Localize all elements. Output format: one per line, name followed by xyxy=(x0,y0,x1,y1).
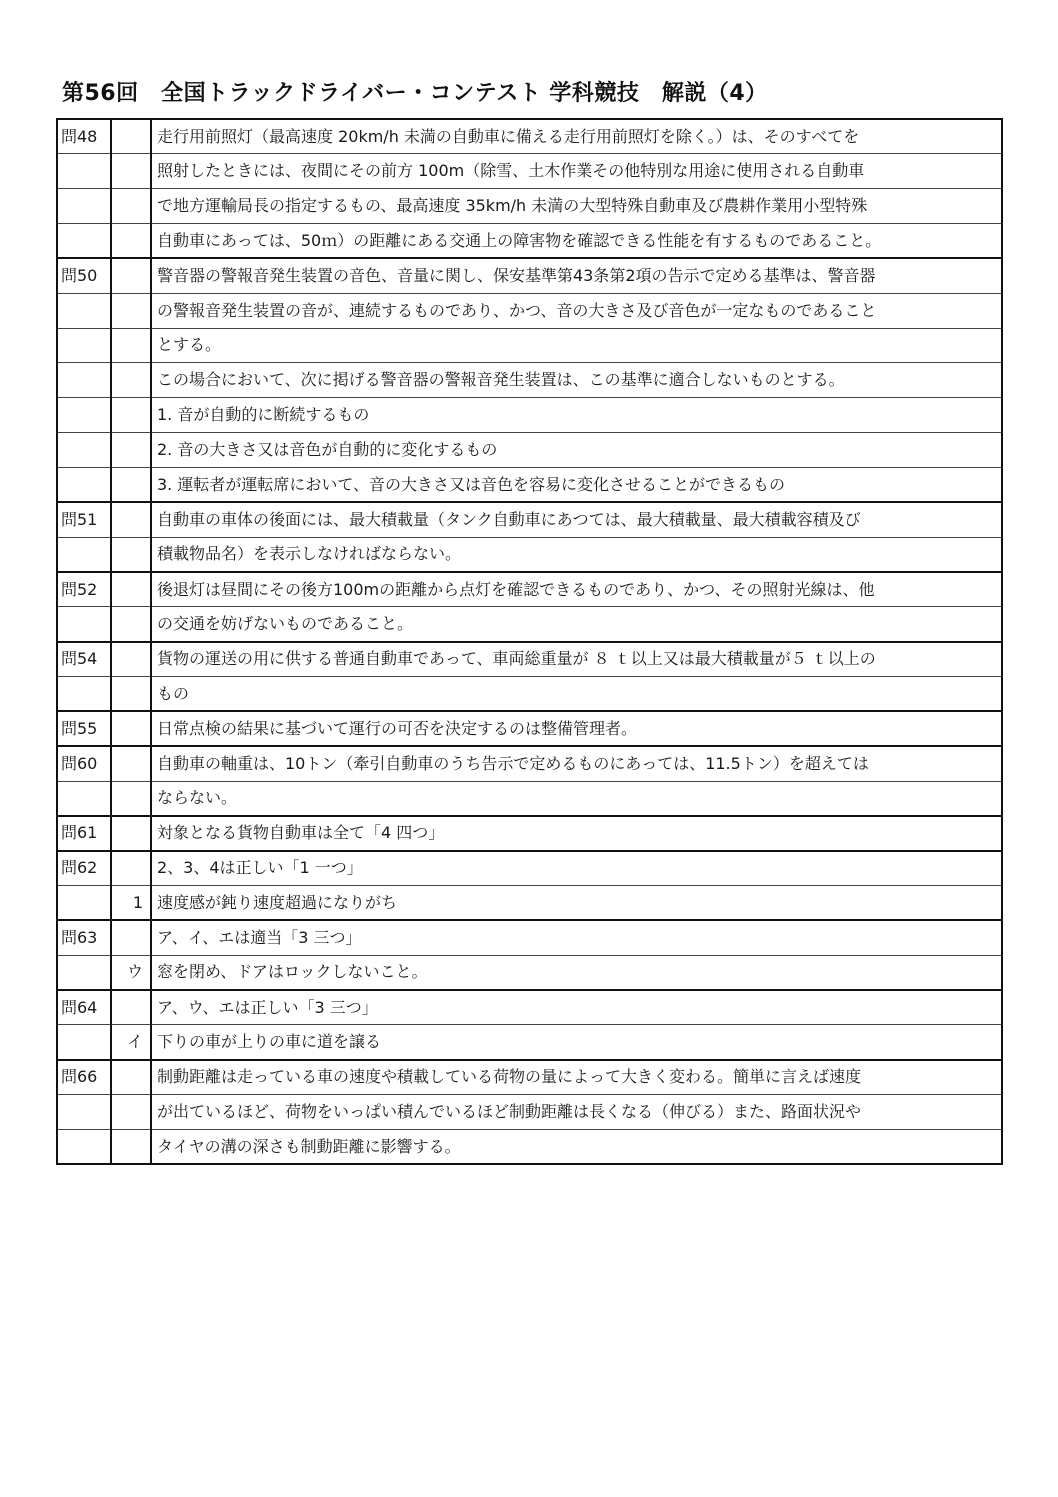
question-number-cell: 問54 xyxy=(57,642,111,677)
question-number-cell xyxy=(57,677,111,712)
sub-item-cell xyxy=(111,537,151,572)
explanation-text-cell: 自動車にあっては、50ｍ）の距離にある交通上の障害物を確認できる性能を有するものであること。 xyxy=(151,224,1002,259)
explanation-text-cell: が出ているほど、荷物をいっぱい積んでいるほど制動距離は長くなる（伸びる）また、路面状況や xyxy=(151,1095,1002,1130)
table-row xyxy=(57,781,1002,816)
sub-item-cell xyxy=(111,293,151,328)
sub-item-cell xyxy=(111,467,151,502)
table-row xyxy=(57,572,1002,607)
explanation-text-cell: 速度感が鈍り速度超過になりがち xyxy=(151,886,1002,921)
question-number-cell: 問55 xyxy=(57,711,111,746)
table-row xyxy=(57,1095,1002,1130)
sub-item-cell xyxy=(111,258,151,293)
question-number-cell xyxy=(57,224,111,259)
question-number-cell: 問66 xyxy=(57,1060,111,1095)
explanation-text-cell: の警報音発生装置の音が、連続するものであり、かつ、音の大きさ及び音色が一定なものであること xyxy=(151,293,1002,328)
explanation-text-cell: 1. 音が自動的に断続するもの xyxy=(151,398,1002,433)
question-number-cell: 問52 xyxy=(57,572,111,607)
question-number-cell xyxy=(57,467,111,502)
explanation-text-cell: ア、ウ、エは正しい「3 三つ」 xyxy=(151,990,1002,1025)
sub-item-cell xyxy=(111,398,151,433)
table-row xyxy=(57,537,1002,572)
explanation-text-cell: もの xyxy=(151,677,1002,712)
question-number-cell: 問61 xyxy=(57,816,111,851)
explanation-text-cell: 後退灯は昼間にその後方100mの距離から点灯を確認できるものであり、かつ、その照射光線は、他 xyxy=(151,572,1002,607)
explanation-text-cell: タイヤの溝の深さも制動距離に影響する。 xyxy=(151,1129,1002,1164)
table-body xyxy=(57,119,1002,1164)
question-number-cell xyxy=(57,154,111,189)
sub-item-cell xyxy=(111,781,151,816)
table-row xyxy=(57,224,1002,259)
explanation-text-cell: 日常点検の結果に基づいて運行の可否を決定するのは整備管理者。 xyxy=(151,711,1002,746)
question-number-cell xyxy=(57,607,111,642)
explanation-text-cell: 下りの車が上りの車に道を譲る xyxy=(151,1025,1002,1060)
explanation-text-cell: 自動車の軸重は、10トン（牽引自動車のうち告示で定めるものにあっては、11.5トン）を超えては xyxy=(151,746,1002,781)
table-row xyxy=(57,746,1002,781)
table-row xyxy=(57,189,1002,224)
explanation-text-cell: この場合において、次に掲げる警音器の警報音発生装置は、この基準に適合しないものとする。 xyxy=(151,363,1002,398)
question-number-cell xyxy=(57,433,111,468)
table-row xyxy=(57,1129,1002,1164)
question-number-cell xyxy=(57,1025,111,1060)
question-number-cell xyxy=(57,781,111,816)
table-row xyxy=(57,1025,1002,1060)
explanation-text-cell: ア、イ、エは適当「3 三つ」 xyxy=(151,920,1002,955)
sub-item-cell xyxy=(111,607,151,642)
question-number-cell: 問62 xyxy=(57,851,111,886)
table-row xyxy=(57,851,1002,886)
explanation-text-cell: の交通を妨げないものであること。 xyxy=(151,607,1002,642)
question-number-cell: 問51 xyxy=(57,502,111,537)
question-number-cell: 問64 xyxy=(57,990,111,1025)
question-number-cell: 問48 xyxy=(57,119,111,154)
question-number-cell xyxy=(57,189,111,224)
question-number-cell xyxy=(57,537,111,572)
sub-item-cell xyxy=(111,189,151,224)
table-row xyxy=(57,467,1002,502)
table-row xyxy=(57,328,1002,363)
explanation-text-cell: で地方運輸局長の指定するもの、最高速度 35km/h 未満の大型特殊自動車及び農耕作業用小型特殊 xyxy=(151,189,1002,224)
sub-item-cell xyxy=(111,711,151,746)
explanation-text-cell: 警音器の警報音発生装置の音色、音量に関し、保安基準第43条第2項の告示で定める基準は、警音器 xyxy=(151,258,1002,293)
question-number-cell: 問60 xyxy=(57,746,111,781)
sub-item-cell xyxy=(111,1129,151,1164)
sub-item-cell xyxy=(111,224,151,259)
sub-item-cell xyxy=(111,119,151,154)
sub-item-cell xyxy=(111,746,151,781)
question-number-cell: 問63 xyxy=(57,920,111,955)
table-row xyxy=(57,119,1002,154)
sub-item-cell xyxy=(111,154,151,189)
question-number-cell xyxy=(57,1129,111,1164)
question-number-cell xyxy=(57,363,111,398)
table-row xyxy=(57,258,1002,293)
question-number-cell xyxy=(57,886,111,921)
sub-item-cell xyxy=(111,990,151,1025)
table-row xyxy=(57,955,1002,990)
explanation-text-cell: 3. 運転者が運転席において、音の大きさ又は音色を容易に変化させることができるもの xyxy=(151,467,1002,502)
table-row xyxy=(57,154,1002,189)
answer-explanation-table xyxy=(56,118,1003,1165)
table-row xyxy=(57,363,1002,398)
sub-item-cell xyxy=(111,920,151,955)
sub-item-cell xyxy=(111,363,151,398)
table-row xyxy=(57,607,1002,642)
sub-item-cell xyxy=(111,851,151,886)
sub-item-cell xyxy=(111,572,151,607)
table-row xyxy=(57,433,1002,468)
explanation-text-cell: 窓を閉め、ドアはロックしないこと。 xyxy=(151,955,1002,990)
sub-item-cell xyxy=(111,642,151,677)
question-number-cell: 問50 xyxy=(57,258,111,293)
question-number-cell xyxy=(57,293,111,328)
table-row xyxy=(57,1060,1002,1095)
table-row xyxy=(57,816,1002,851)
table-row xyxy=(57,990,1002,1025)
question-number-cell xyxy=(57,1095,111,1130)
sub-item-cell xyxy=(111,1060,151,1095)
explanation-text-cell: 2. 音の大きさ又は音色が自動的に変化するもの xyxy=(151,433,1002,468)
explanation-text-cell: 積載物品名）を表示しなければならない。 xyxy=(151,537,1002,572)
table-row xyxy=(57,711,1002,746)
table-row xyxy=(57,886,1002,921)
table-row xyxy=(57,642,1002,677)
sub-item-cell xyxy=(111,816,151,851)
sub-item-cell xyxy=(111,502,151,537)
explanation-text-cell: 対象となる貨物自動車は全て「4 四つ」 xyxy=(151,816,1002,851)
table-row xyxy=(57,677,1002,712)
question-number-cell xyxy=(57,398,111,433)
sub-item-cell xyxy=(111,1095,151,1130)
explanation-text-cell: 走行用前照灯（最高速度 20km/h 未満の自動車に備える走行用前照灯を除く。）は、そのすべてを xyxy=(151,119,1002,154)
sub-item-cell: ウ xyxy=(111,955,151,990)
explanation-text-cell: 制動距離は走っている車の速度や積載している荷物の量によって大きく変わる。簡単に言えば速度 xyxy=(151,1060,1002,1095)
question-number-cell xyxy=(57,328,111,363)
explanation-text-cell: ならない。 xyxy=(151,781,1002,816)
explanation-text-cell: 貨物の運送の用に供する普通自動車であって、車両総重量が ８ ｔ以上又は最大積載量が５ ｔ以上の xyxy=(151,642,1002,677)
sub-item-cell: 1 xyxy=(111,886,151,921)
explanation-text-cell: 自動車の車体の後面には、最大積載量（タンク自動車にあつては、最大積載量、最大積載容積及び xyxy=(151,502,1002,537)
explanation-text-cell: 照射したときには、夜間にその前方 100m（除雪、土木作業その他特別な用途に使用される自動車 xyxy=(151,154,1002,189)
sub-item-cell xyxy=(111,677,151,712)
table-row xyxy=(57,502,1002,537)
sub-item-cell xyxy=(111,328,151,363)
sub-item-cell: イ xyxy=(111,1025,151,1060)
table-row xyxy=(57,920,1002,955)
sub-item-cell xyxy=(111,433,151,468)
table-row xyxy=(57,293,1002,328)
table-row xyxy=(57,398,1002,433)
explanation-text-cell: とする。 xyxy=(151,328,1002,363)
page-title: 第56回 全国トラックドライバー・コンテスト 学科競技 解説（4） xyxy=(62,81,768,106)
explanation-text-cell: 2、3、4は正しい「1 一つ」 xyxy=(151,851,1002,886)
question-number-cell xyxy=(57,955,111,990)
